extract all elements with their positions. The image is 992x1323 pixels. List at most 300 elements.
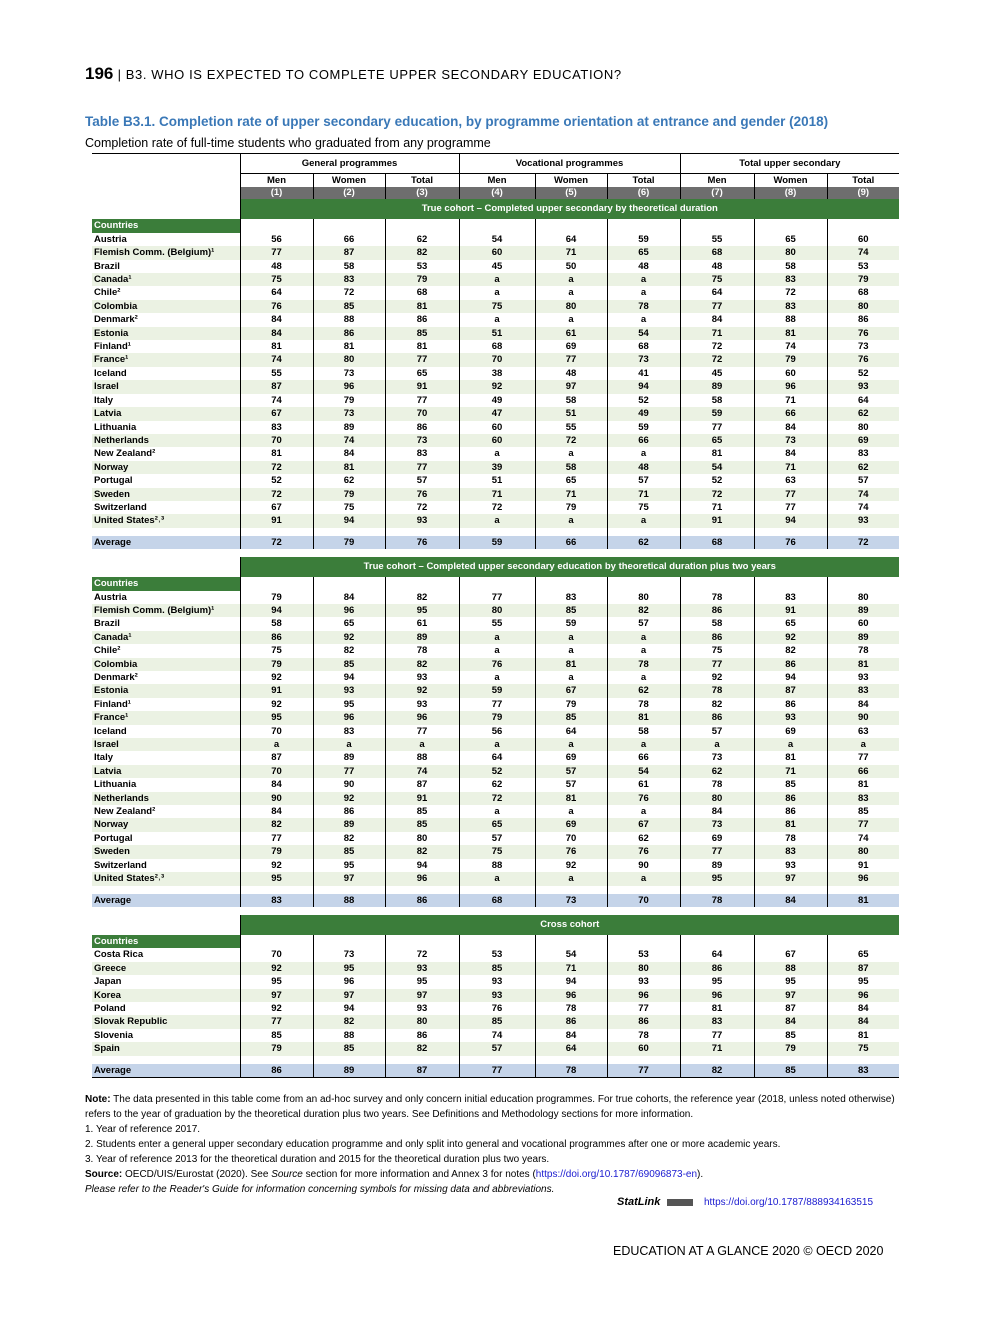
gap-cell — [92, 886, 240, 894]
country-name: Poland — [94, 1002, 126, 1014]
country-name: Norway — [92, 818, 240, 831]
data-cell: 87 — [754, 1002, 827, 1015]
data-cell: a — [459, 644, 535, 657]
data-cell: 71 — [754, 461, 827, 474]
country-name: New Zealand² — [94, 806, 156, 818]
data-cell: a — [607, 644, 680, 657]
data-cell: 61 — [385, 617, 459, 630]
data-cell: 79 — [240, 658, 313, 671]
data-cell: 86 — [827, 313, 899, 326]
table-row — [92, 962, 899, 975]
table-row — [92, 872, 899, 885]
data-cell: 64 — [680, 286, 754, 299]
gap-cell — [754, 886, 827, 894]
data-cell: 94 — [240, 604, 313, 617]
footnote-3: 3. Year of reference 2013 for the theoretical duration and 2015 for the theoretical duration plus two years. — [85, 1154, 550, 1165]
data-cell: 94 — [313, 1002, 385, 1015]
data-cell: 87 — [754, 684, 827, 697]
table-row — [92, 474, 899, 487]
country-name: Italy — [94, 752, 114, 764]
gap-cell — [92, 549, 240, 557]
table-row — [92, 434, 899, 447]
data-cell: 80 — [459, 604, 535, 617]
average-cell: 82 — [680, 1064, 754, 1078]
data-cell: 60 — [459, 246, 535, 259]
subcolumn-header-row — [92, 174, 899, 188]
empty-cell — [680, 935, 754, 948]
source-text-2: section for more information and Annex 3 for notes ( — [302, 1169, 536, 1180]
data-cell: 51 — [459, 474, 535, 487]
data-cell: 88 — [754, 313, 827, 326]
empty-cell — [535, 935, 607, 948]
data-cell: 75 — [240, 273, 313, 286]
data-cell: 82 — [754, 644, 827, 657]
data-cell: 67 — [607, 818, 680, 831]
data-cell: 80 — [827, 300, 899, 313]
data-cell: 76 — [827, 353, 899, 366]
country-name: Israel — [92, 738, 240, 751]
average-cell: 88 — [313, 894, 385, 907]
data-cell: 74 — [313, 434, 385, 447]
country-name: France¹ — [92, 711, 240, 724]
average-row — [92, 1064, 899, 1078]
data-cell: 80 — [607, 591, 680, 604]
data-cell: 84 — [754, 421, 827, 434]
data-cell: 87 — [385, 778, 459, 791]
empty-cell — [535, 219, 607, 232]
data-cell: 73 — [827, 340, 899, 353]
data-cell: 96 — [754, 380, 827, 393]
data-cell: a — [535, 447, 607, 460]
data-cell: 55 — [535, 421, 607, 434]
data-cell: 75 — [827, 1042, 899, 1055]
data-cell: 91 — [240, 684, 313, 697]
average-cell: 77 — [607, 1064, 680, 1078]
data-cell: 82 — [385, 658, 459, 671]
data-cell: 72 — [680, 353, 754, 366]
gap-cell — [827, 886, 899, 894]
data-cell: 72 — [459, 792, 535, 805]
empty-cell — [754, 219, 827, 232]
table-row — [92, 859, 899, 872]
country-name: Brazil — [94, 260, 120, 272]
data-cell: 89 — [313, 751, 385, 764]
average-cell: 86 — [240, 1064, 313, 1078]
data-cell: 78 — [827, 644, 899, 657]
table-row — [92, 948, 899, 961]
data-cell: 88 — [313, 1029, 385, 1042]
data-cell: 95 — [827, 975, 899, 988]
data-cell: 95 — [240, 975, 313, 988]
data-cell: 75 — [313, 501, 385, 514]
data-cell: 54 — [459, 233, 535, 246]
data-cell: 77 — [680, 845, 754, 858]
table-row — [92, 631, 899, 644]
data-cell: 74 — [827, 832, 899, 845]
data-cell: 57 — [385, 474, 459, 487]
data-cell: 63 — [827, 725, 899, 738]
data-cell: 92 — [754, 631, 827, 644]
data-cell: 72 — [240, 488, 313, 501]
data-cell: 83 — [827, 447, 899, 460]
data-cell: 77 — [385, 394, 459, 407]
empty-cell — [754, 935, 827, 948]
data-cell: 81 — [827, 778, 899, 791]
country-name: Flemish Comm. (Belgium)¹ — [92, 604, 240, 617]
data-cell: 91 — [680, 514, 754, 527]
column-header: Men — [680, 174, 754, 188]
table-row — [92, 671, 899, 684]
data-cell: a — [459, 631, 535, 644]
column-number: (4) — [459, 187, 535, 199]
data-cell: 52 — [680, 474, 754, 487]
data-cell: 74 — [459, 1029, 535, 1042]
country-name: Greece — [92, 962, 240, 975]
data-cell: 84 — [240, 327, 313, 340]
table-row — [92, 1002, 899, 1015]
data-cell: 88 — [313, 313, 385, 326]
data-cell: 48 — [607, 260, 680, 273]
average-cell: 76 — [385, 536, 459, 549]
data-cell: 60 — [607, 1042, 680, 1055]
data-cell: 58 — [535, 394, 607, 407]
data-cell: 90 — [313, 778, 385, 791]
page-footer: EDUCATION AT A GLANCE 2020 © OECD 2020 — [613, 1244, 884, 1258]
data-cell: 80 — [385, 832, 459, 845]
source-text-3: ). — [697, 1169, 704, 1180]
data-cell: 92 — [459, 380, 535, 393]
empty-cell — [313, 577, 385, 590]
data-cell: 64 — [827, 394, 899, 407]
countries-label: Countries — [92, 219, 240, 232]
empty-cell — [240, 935, 313, 948]
data-cell: 77 — [827, 818, 899, 831]
table-row — [92, 975, 899, 988]
data-cell: a — [535, 805, 607, 818]
data-cell: 93 — [607, 975, 680, 988]
country-name: Norway — [92, 461, 240, 474]
column-header: Total — [827, 174, 899, 188]
gap-cell — [92, 528, 240, 536]
data-cell: 93 — [827, 671, 899, 684]
average-cell: 83 — [827, 1064, 899, 1078]
data-cell: a — [535, 872, 607, 885]
data-cell: 89 — [385, 631, 459, 644]
data-cell: 85 — [385, 327, 459, 340]
data-cell: 83 — [827, 792, 899, 805]
data-cell: a — [313, 738, 385, 751]
data-cell: 93 — [385, 962, 459, 975]
country-name: Austria — [94, 233, 127, 245]
data-cell: 82 — [313, 644, 385, 657]
data-cell: 80 — [754, 246, 827, 259]
data-cell: a — [607, 872, 680, 885]
data-cell: 69 — [754, 725, 827, 738]
data-cell: 95 — [680, 975, 754, 988]
data-cell: 64 — [535, 1042, 607, 1055]
data-cell: 48 — [240, 260, 313, 273]
gap-cell — [459, 1056, 535, 1064]
data-cell: 80 — [827, 845, 899, 858]
column-number: (5) — [535, 187, 607, 199]
table-row — [92, 832, 899, 845]
data-cell: 78 — [754, 832, 827, 845]
data-cell: 77 — [754, 488, 827, 501]
data-cell: 95 — [385, 604, 459, 617]
data-cell: 82 — [385, 591, 459, 604]
data-cell: 56 — [240, 233, 313, 246]
statlink-url[interactable]: https://doi.org/10.1787/888934163515 — [703, 1197, 874, 1208]
data-cell: 51 — [459, 327, 535, 340]
country-name: Costa Rica — [94, 949, 144, 961]
data-cell: a — [535, 273, 607, 286]
data-cell: 89 — [680, 859, 754, 872]
country-name: Switzerland — [94, 501, 147, 513]
data-cell: 77 — [459, 591, 535, 604]
empty-cell — [459, 577, 535, 590]
data-cell: 86 — [385, 313, 459, 326]
group-header: Total upper secondary — [680, 154, 899, 174]
data-cell: 48 — [680, 260, 754, 273]
data-cell: a — [459, 738, 535, 751]
data-cell: 92 — [385, 684, 459, 697]
data-cell: 86 — [240, 631, 313, 644]
table-row — [92, 711, 899, 724]
table-row — [92, 313, 899, 326]
gap-cell — [240, 549, 899, 557]
data-cell: 48 — [607, 461, 680, 474]
corner-cell — [92, 174, 240, 188]
page-number: 196 — [85, 64, 114, 83]
table-row — [92, 684, 899, 697]
country-name: Canada¹ — [92, 273, 240, 286]
pre-average-gap — [92, 886, 899, 894]
data-cell: 77 — [827, 751, 899, 764]
data-cell: 78 — [680, 591, 754, 604]
data-cell: 58 — [607, 725, 680, 738]
average-label: Average — [92, 536, 240, 549]
data-cell: 85 — [535, 711, 607, 724]
countries-label-row — [92, 935, 899, 948]
data-cell: 60 — [827, 617, 899, 630]
data-cell: a — [535, 631, 607, 644]
data-cell: a — [459, 805, 535, 818]
data-cell: 73 — [680, 818, 754, 831]
data-cell: 77 — [313, 765, 385, 778]
data-cell: 77 — [385, 461, 459, 474]
data-cell: 85 — [459, 1015, 535, 1028]
country-name: Colombia — [92, 300, 240, 313]
data-cell: 83 — [827, 684, 899, 697]
data-cell: 72 — [754, 286, 827, 299]
country-name: Portugal — [94, 832, 133, 844]
data-cell: 55 — [680, 233, 754, 246]
data-cell: 97 — [240, 989, 313, 1002]
data-cell: 72 — [680, 340, 754, 353]
country-name: Latvia — [92, 765, 240, 778]
table-row — [92, 233, 899, 246]
data-cell: 80 — [607, 962, 680, 975]
data-cell: a — [459, 671, 535, 684]
data-cell: 75 — [459, 845, 535, 858]
data-cell: 91 — [385, 792, 459, 805]
data-cell: 84 — [240, 805, 313, 818]
country-name: Lithuania — [94, 779, 137, 791]
page-header — [85, 64, 622, 84]
data-cell: 75 — [680, 273, 754, 286]
country-name: Canada¹ — [92, 631, 240, 644]
data-cell: 59 — [459, 684, 535, 697]
data-cell: 97 — [535, 380, 607, 393]
empty-cell — [607, 577, 680, 590]
data-cell: 95 — [313, 859, 385, 872]
data-cell: 92 — [240, 698, 313, 711]
table-row — [92, 845, 899, 858]
gap-cell — [92, 1056, 240, 1064]
data-cell: a — [459, 273, 535, 286]
data-cell: 62 — [313, 474, 385, 487]
data-cell: 89 — [827, 631, 899, 644]
average-label: Average — [92, 894, 240, 907]
data-cell: 95 — [680, 872, 754, 885]
table-row — [92, 698, 899, 711]
data-cell: 90 — [827, 711, 899, 724]
column-number: (2) — [313, 187, 385, 199]
empty-cell — [240, 577, 313, 590]
country-name: Netherlands — [92, 434, 240, 447]
table-row — [92, 286, 899, 299]
average-cell: 87 — [385, 1064, 459, 1078]
data-cell: 72 — [459, 501, 535, 514]
data-cell: 58 — [680, 617, 754, 630]
gap-cell — [535, 528, 607, 536]
average-cell: 72 — [827, 536, 899, 549]
data-cell: a — [385, 738, 459, 751]
data-cell: 94 — [313, 514, 385, 527]
data-cell: 81 — [240, 447, 313, 460]
average-cell: 89 — [313, 1064, 385, 1078]
data-cell: 72 — [385, 501, 459, 514]
data-cell: 62 — [459, 778, 535, 791]
data-cell: 74 — [827, 488, 899, 501]
data-cell: 75 — [459, 300, 535, 313]
data-cell: 70 — [535, 832, 607, 845]
data-cell: 62 — [607, 684, 680, 697]
country-name: Japan — [94, 976, 122, 988]
data-cell: 69 — [535, 751, 607, 764]
table-row — [92, 658, 899, 671]
data-cell: 54 — [535, 948, 607, 961]
data-cell: 97 — [313, 872, 385, 885]
data-cell: 96 — [827, 989, 899, 1002]
data-cell: 72 — [680, 488, 754, 501]
country-name: Iceland — [94, 725, 127, 737]
data-cell: 81 — [313, 340, 385, 353]
data-cell: 81 — [313, 461, 385, 474]
country-name: Korea — [92, 989, 240, 1002]
column-header: Total — [607, 174, 680, 188]
data-cell: 77 — [535, 353, 607, 366]
country-name: Switzerland — [94, 859, 147, 871]
gap-cell — [535, 1056, 607, 1064]
data-cell: 69 — [827, 434, 899, 447]
data-cell: 80 — [827, 591, 899, 604]
data-cell: 86 — [607, 1015, 680, 1028]
data-cell: 62 — [827, 407, 899, 420]
country-name: Iceland — [94, 367, 127, 379]
table-row — [92, 300, 899, 313]
data-cell: 71 — [607, 488, 680, 501]
data-cell: 79 — [240, 845, 313, 858]
data-cell: 61 — [607, 778, 680, 791]
data-cell: 83 — [680, 1015, 754, 1028]
data-cell: 77 — [385, 353, 459, 366]
data-cell: 71 — [680, 501, 754, 514]
average-cell: 72 — [240, 536, 313, 549]
gap-cell — [313, 886, 385, 894]
average-cell: 78 — [535, 1064, 607, 1078]
data-cell: 87 — [827, 962, 899, 975]
data-cell: 84 — [827, 1015, 899, 1028]
data-cell: 66 — [607, 751, 680, 764]
data-cell: 96 — [385, 872, 459, 885]
data-cell: 86 — [385, 421, 459, 434]
data-cell: 78 — [607, 1029, 680, 1042]
section-spacer — [92, 915, 240, 935]
data-cell: 79 — [827, 273, 899, 286]
data-cell: 53 — [385, 260, 459, 273]
data-cell: 91 — [240, 514, 313, 527]
average-cell: 84 — [754, 894, 827, 907]
data-cell: 82 — [240, 818, 313, 831]
gap-cell — [607, 1056, 680, 1064]
country-name: Italy — [94, 394, 114, 406]
source-link[interactable]: https://doi.org/10.1787/69096873-en — [535, 1169, 698, 1180]
average-cell: 79 — [313, 536, 385, 549]
data-cell: 69 — [535, 818, 607, 831]
data-cell: a — [607, 514, 680, 527]
data-cell: 79 — [754, 353, 827, 366]
data-cell: 81 — [535, 658, 607, 671]
table-row — [92, 1042, 899, 1055]
average-cell: 77 — [459, 1064, 535, 1078]
note-text: The data presented in this table come from an ad-hoc survey and only concern initial education programmes. For true cohorts, the reference year (2018, unless noted otherwise) refers to the year of graduation by the theoretical duration plus two years. See Definitions and Methodology sections for more information. — [85, 1094, 895, 1120]
data-cell: a — [607, 286, 680, 299]
data-cell: 91 — [754, 604, 827, 617]
data-cell: 77 — [240, 1015, 313, 1028]
data-cell: 92 — [313, 631, 385, 644]
country-name: Estonia — [92, 327, 240, 340]
data-cell: 74 — [385, 765, 459, 778]
data-cell: 83 — [313, 725, 385, 738]
country-name: Finland¹ — [94, 698, 131, 710]
data-cell: 55 — [459, 617, 535, 630]
data-cell: 71 — [680, 327, 754, 340]
column-header: Men — [240, 174, 313, 188]
data-cell: 71 — [535, 246, 607, 259]
data-cell: 85 — [459, 962, 535, 975]
note-label: Note: — [85, 1094, 111, 1105]
empty-cell — [459, 219, 535, 232]
data-cell: 88 — [459, 859, 535, 872]
data-cell: 71 — [680, 1042, 754, 1055]
data-cell: 93 — [385, 671, 459, 684]
data-cell: 96 — [607, 989, 680, 1002]
section-title-row — [92, 557, 899, 577]
data-cell: 94 — [754, 514, 827, 527]
data-cell: 86 — [535, 1015, 607, 1028]
data-cell: 96 — [313, 380, 385, 393]
